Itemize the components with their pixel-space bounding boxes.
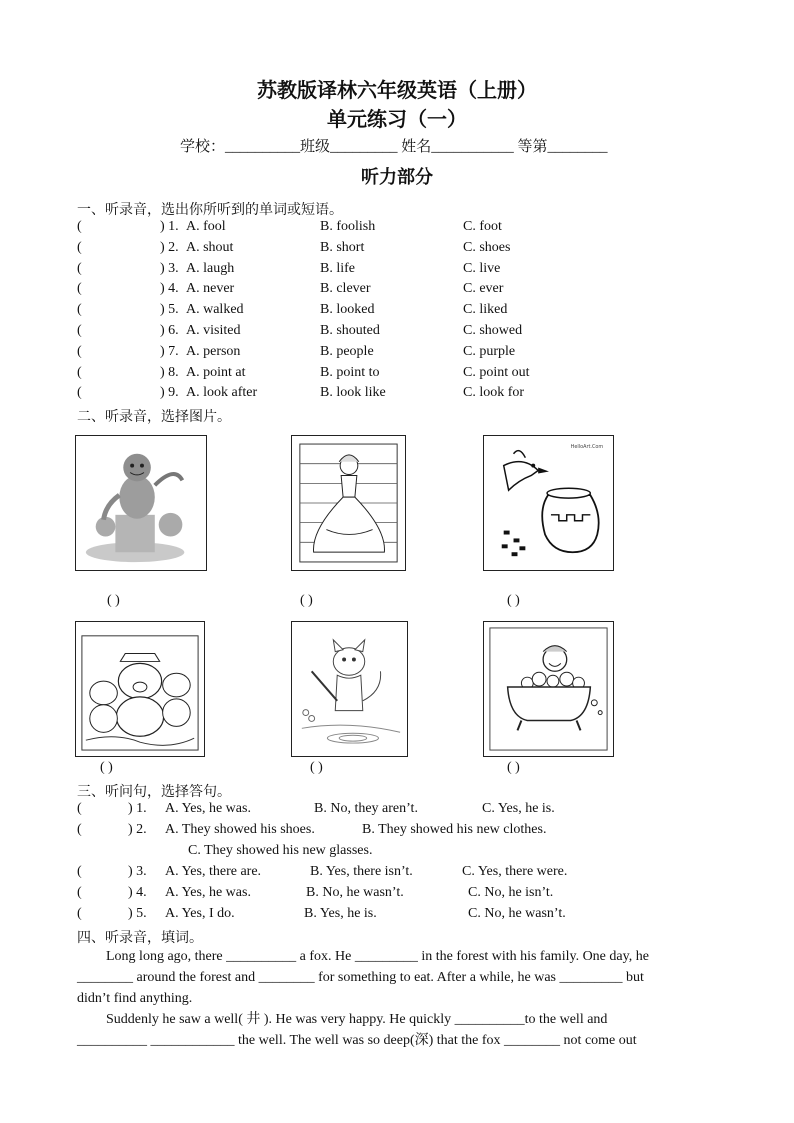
picture-5-answer: ( ) bbox=[310, 760, 323, 775]
passage-line: __________ ____________ the well. The well was so deep(深) that the fox ________ not come out bbox=[77, 1033, 637, 1048]
answer-a: A. Yes, I do. bbox=[165, 906, 235, 921]
question-number: ) 1. bbox=[128, 801, 147, 816]
picture-2-answer: ( ) bbox=[300, 593, 313, 608]
choice-a: A. person bbox=[186, 343, 241, 359]
choice-b: B. point to bbox=[320, 364, 380, 380]
princess-picture bbox=[291, 435, 406, 571]
page-title: 苏教版译林六年级英语（上册） bbox=[257, 80, 537, 102]
choice-paren: ( bbox=[77, 885, 82, 900]
section1-heading: 一、听录音，选出你所听到的单词或短语。 bbox=[77, 203, 343, 218]
choice-c: C. liked bbox=[463, 302, 508, 318]
choice-paren: ( bbox=[77, 323, 82, 338]
question-number: ) 4. bbox=[128, 885, 147, 900]
answer-b: B. They showed his new clothes. bbox=[362, 822, 547, 837]
choice-paren: ( bbox=[77, 302, 82, 318]
crow-and-pitcher-picture bbox=[483, 435, 614, 571]
choice-num: ) 7. bbox=[160, 343, 179, 359]
cat-fishing-picture bbox=[291, 621, 408, 757]
choice-num: ) 2. bbox=[160, 239, 179, 255]
answer-a: A. They showed his shoes. bbox=[165, 822, 315, 837]
choice-b: B. look like bbox=[320, 385, 386, 401]
choice-a: A. fool bbox=[186, 219, 226, 234]
picture-3-answer: ( ) bbox=[507, 593, 520, 608]
choice-num: ) 8. bbox=[160, 364, 179, 380]
choice-b: B. looked bbox=[320, 302, 375, 318]
choice-num: ) 6. bbox=[160, 323, 179, 338]
choice-num: ) 4. bbox=[160, 281, 179, 297]
answer-c: C. No, he isn’t. bbox=[468, 885, 554, 900]
choice-num: ) 1. bbox=[160, 219, 179, 234]
answer-a: A. Yes, he was. bbox=[165, 885, 251, 900]
answer-c: C. Yes, there were. bbox=[462, 864, 568, 879]
choice-b: B. people bbox=[320, 343, 374, 359]
three-pigs-picture bbox=[75, 621, 205, 757]
choice-c: C. showed bbox=[463, 323, 523, 338]
passage-line: didn’t find anything. bbox=[77, 991, 193, 1006]
answer-c: C. No, he wasn’t. bbox=[468, 906, 566, 921]
choice-a: A. never bbox=[186, 281, 235, 297]
answer-b: B. No, he wasn’t. bbox=[306, 885, 404, 900]
passage-line: Long long ago, there __________ a fox. He _________ in the forest with his family. One day, he bbox=[106, 949, 649, 964]
answer-a: A. Yes, he was. bbox=[165, 801, 251, 816]
answer-b: B. Yes, he is. bbox=[304, 906, 377, 921]
question-number: ) 2. bbox=[128, 822, 147, 837]
answer-b: B. Yes, there isn’t. bbox=[310, 864, 413, 879]
picture-1-answer: ( ) bbox=[107, 593, 120, 608]
choice-a: A. shout bbox=[186, 239, 234, 255]
choice-c: C. foot bbox=[463, 219, 502, 234]
choice-num: ) 9. bbox=[160, 385, 179, 401]
passage-line: Suddenly he saw a well( 井 ). He was very happy. He quickly __________to the well and bbox=[106, 1012, 608, 1027]
monkey-picture bbox=[75, 435, 207, 571]
choice-c: C. shoes bbox=[463, 239, 511, 255]
answer-a: A. Yes, there are. bbox=[165, 864, 262, 879]
choice-paren: ( bbox=[77, 364, 82, 380]
choice-a: A. look after bbox=[186, 385, 258, 401]
answer-b: B. No, they aren’t. bbox=[314, 801, 418, 816]
choice-paren: ( bbox=[77, 219, 82, 234]
choice-a: A. point at bbox=[186, 364, 246, 380]
choice-paren: ( bbox=[77, 281, 82, 297]
choice-paren: ( bbox=[77, 864, 82, 879]
choice-b: B. short bbox=[320, 239, 365, 255]
bathtub-boy-picture bbox=[483, 621, 614, 757]
choice-c: C. look for bbox=[463, 385, 525, 401]
choice-paren: ( bbox=[77, 801, 82, 816]
answer-c: C. They showed his new glasses. bbox=[188, 843, 373, 858]
choice-a: A. walked bbox=[186, 302, 244, 318]
choice-a: A. visited bbox=[186, 323, 241, 338]
choice-paren: ( bbox=[77, 385, 82, 401]
choice-b: B. foolish bbox=[320, 219, 376, 234]
choice-num: ) 5. bbox=[160, 302, 179, 318]
page-subtitle: 单元练习（一） bbox=[327, 109, 467, 131]
picture-4-answer: ( ) bbox=[100, 760, 113, 775]
watermark-text: HelloArt.Com bbox=[570, 443, 604, 450]
choice-c: C. point out bbox=[463, 364, 530, 380]
section3-heading: 三、听问句，选择答句。 bbox=[77, 785, 231, 800]
section4-heading: 四、听录音，填词。 bbox=[77, 931, 203, 946]
question-number: ) 5. bbox=[128, 906, 147, 921]
choice-b: B. clever bbox=[320, 281, 371, 297]
choice-num: ) 3. bbox=[160, 260, 179, 276]
passage-line: ________ around the forest and ________ for something to eat. After a while, he was _________ but bbox=[77, 970, 644, 985]
choice-c: C. live bbox=[463, 260, 501, 276]
choice-paren: ( bbox=[77, 822, 82, 837]
choice-b: B. life bbox=[320, 260, 355, 276]
answer-c: C. Yes, he is. bbox=[482, 801, 555, 816]
question-number: ) 3. bbox=[128, 864, 147, 879]
student-info-line: 学校：__________班级_________ 姓名___________ 等第________ bbox=[180, 139, 608, 155]
picture-6-answer: ( ) bbox=[507, 760, 520, 775]
choice-b: B. shouted bbox=[320, 323, 380, 338]
choice-paren: ( bbox=[77, 239, 82, 255]
choice-a: A. laugh bbox=[186, 260, 235, 276]
choice-c: C. ever bbox=[463, 281, 504, 297]
choice-paren: ( bbox=[77, 343, 82, 359]
listening-heading: 听力部分 bbox=[361, 167, 433, 187]
choice-paren: ( bbox=[77, 260, 82, 276]
choice-c: C. purple bbox=[463, 343, 516, 359]
choice-paren: ( bbox=[77, 906, 82, 921]
section2-heading: 二、听录音，选择图片。 bbox=[77, 410, 231, 425]
